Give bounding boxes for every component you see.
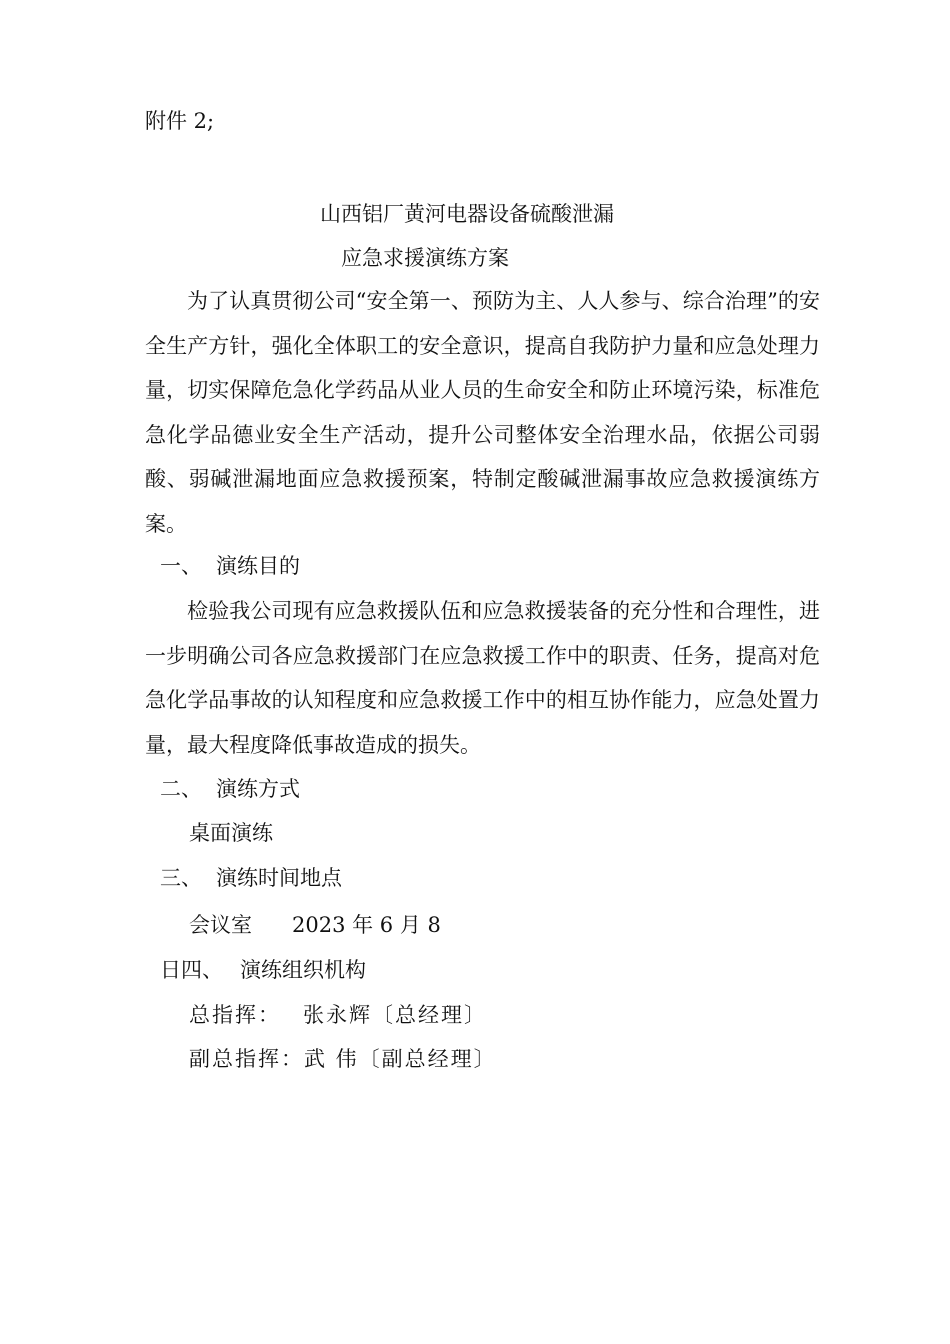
section-heading-3 (160, 865, 342, 891)
section-title: 演练组织机构 (240, 958, 366, 982)
commander-value: 张永辉〔总经理〕 (303, 1003, 487, 1027)
exercise-place: 会议室 (189, 913, 252, 937)
section-heading-1 (160, 553, 300, 579)
vice-commander-value: 武 伟〔副总经理〕 (304, 1047, 497, 1071)
annex-label: 附件 2; (145, 109, 215, 133)
section-2-body: 桌面演练 (189, 821, 273, 845)
section-title: 演练目的 (216, 554, 300, 578)
exercise-date: 2023 年 6 月 8 (292, 913, 441, 937)
vice-commander-line (189, 1046, 497, 1072)
section-heading-2 (160, 776, 300, 802)
section-title: 演练时间地点 (216, 866, 342, 890)
section-number: 一、 (160, 554, 202, 578)
document-title-line-2: 应急求援演练方案 (341, 246, 509, 270)
section-1-paragraph: 检验我公司现有应急救援队伍和应急救援装备的充分性和合理性，进一步明确公司各应急救援部门在应急救援工作中的职责、任务，提高对危急化学品事故的认知程度和应急救援工作中的相互协作能力，应急处置力量，最大程度降低事故造成的损失。 (145, 599, 820, 757)
commander-line (189, 1002, 487, 1028)
section-number: 日四、 (160, 958, 223, 982)
section-title: 演练方式 (216, 777, 300, 801)
section-number: 二、 (160, 777, 202, 801)
document-title-line-1: 山西铝厂黄河电器设备硫酸泄漏 (320, 202, 614, 226)
vice-commander-label: 副总指挥： (189, 1047, 304, 1071)
section-3-body (189, 912, 441, 938)
intro-paragraph: 为了认真贯彻公司“安全第一、预防为主、人人参与、综合治理”的安全生产方针，强化全体职工的安全意识，提高自我防护力量和应急处理力量，切实保障危急化学药品从业人员的生命安全和防止环境污染，标准危急化学品德业安全生产活动，提升公司整体安全治理水品，依据公司弱酸、弱碱泄漏地面应急救援预案，特制定酸碱泄漏事故应急救援演练方案。 (145, 289, 820, 536)
commander-label: 总指挥： (189, 1003, 281, 1027)
section-heading-4 (160, 957, 366, 983)
section-number: 三、 (160, 866, 202, 890)
